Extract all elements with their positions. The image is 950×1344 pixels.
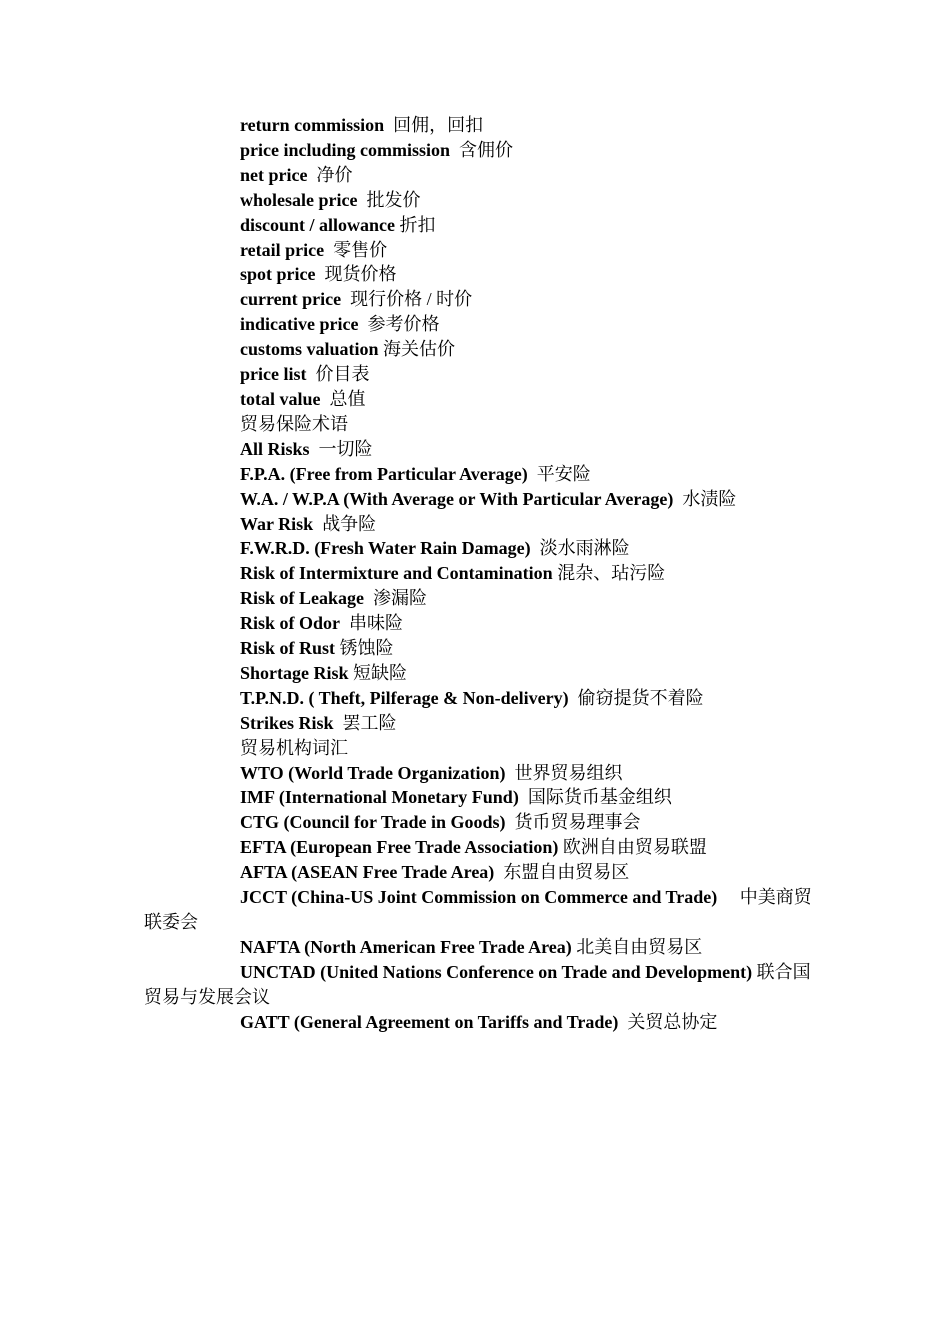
entry-translation: 批发价 bbox=[366, 189, 421, 210]
entry-translation: 净价 bbox=[316, 164, 353, 185]
entry-translation: 北美自由贸易区 bbox=[576, 936, 703, 957]
entry-translation: 零售价 bbox=[333, 239, 388, 260]
glossary-entry bbox=[144, 238, 814, 263]
glossary-entry bbox=[144, 636, 814, 661]
glossary-entry bbox=[144, 611, 814, 636]
glossary-entry bbox=[144, 785, 814, 810]
entry-term: EFTA (European Free Trade Association) bbox=[240, 837, 559, 858]
entry-translation: 关贸总协定 bbox=[627, 1011, 718, 1032]
entry-term: price including commission bbox=[240, 139, 451, 160]
section-heading-text: 贸易机构词汇 bbox=[240, 737, 348, 758]
glossary-entry bbox=[144, 163, 814, 188]
entry-translation: 货币贸易理事会 bbox=[514, 812, 641, 833]
glossary-entry bbox=[144, 761, 814, 786]
entry-term: NAFTA (North American Free Trade Area) bbox=[240, 936, 572, 957]
entry-translation: 混杂、玷污险 bbox=[557, 563, 666, 584]
entry-term: Risk of Intermixture and Contamination bbox=[240, 563, 553, 584]
entry-translation: 中美商贸联委会 bbox=[144, 887, 812, 932]
glossary-entry bbox=[144, 437, 814, 462]
glossary-entry bbox=[144, 860, 814, 885]
entry-term: discount / allowance bbox=[240, 214, 396, 235]
glossary-entry bbox=[144, 1010, 814, 1035]
entry-term: F.W.R.D. (Fresh Water Rain Damage) bbox=[240, 538, 531, 559]
entry-term: War Risk bbox=[240, 513, 314, 534]
glossary-entry bbox=[144, 835, 814, 860]
entry-translation: 回佣，回扣 bbox=[393, 115, 484, 135]
glossary-entry bbox=[144, 213, 814, 238]
entry-term: total value bbox=[240, 388, 321, 409]
entry-translation: 淡水雨淋险 bbox=[539, 538, 630, 559]
glossary-entry bbox=[144, 536, 814, 561]
entry-translation: 短缺险 bbox=[353, 662, 408, 683]
entry-term: UNCTAD (United Nations Conference on Trade and Development) bbox=[240, 961, 753, 982]
entry-term: spot price bbox=[240, 264, 316, 285]
section-heading-text: 贸易保险术语 bbox=[240, 413, 348, 434]
entry-term: GATT (General Agreement on Tariffs and Trade) bbox=[240, 1011, 619, 1032]
entry-translation: 海关估价 bbox=[383, 339, 456, 360]
entry-term: Risk of Leakage bbox=[240, 588, 365, 609]
entry-term: indicative price bbox=[240, 314, 359, 335]
entry-translation: 总值 bbox=[329, 388, 366, 409]
entry-term: JCCT (China-US Joint Commission on Commerce and Trade) bbox=[240, 887, 718, 908]
entry-term: net price bbox=[240, 164, 308, 185]
glossary-entry bbox=[144, 561, 814, 586]
entry-translation: 世界贸易组织 bbox=[514, 762, 623, 783]
entry-term: price list bbox=[240, 364, 307, 385]
glossary-entry bbox=[144, 287, 814, 312]
entry-term: W.A. / W.P.A (With Average or With Particular Average) bbox=[240, 488, 674, 509]
entry-term: AFTA (ASEAN Free Trade Area) bbox=[240, 862, 495, 883]
entry-term: Risk of Rust bbox=[240, 638, 336, 659]
section-heading bbox=[144, 736, 814, 761]
entry-translation: 串味险 bbox=[349, 613, 404, 634]
entry-translation: 锈蚀险 bbox=[339, 638, 394, 659]
entry-term: wholesale price bbox=[240, 189, 358, 210]
entry-translation: 参考价格 bbox=[367, 314, 440, 335]
glossary-entry bbox=[144, 188, 814, 213]
glossary-entry bbox=[144, 885, 814, 935]
entry-term: Shortage Risk bbox=[240, 662, 349, 683]
glossary-entry bbox=[144, 935, 814, 960]
glossary-entry bbox=[144, 387, 814, 412]
glossary-entry bbox=[144, 512, 814, 537]
entry-translation: 现行价格 / 时价 bbox=[350, 289, 473, 310]
entry-term: return commission bbox=[240, 115, 385, 135]
entry-translation: 战争险 bbox=[322, 513, 377, 534]
entry-term: CTG (Council for Trade in Goods) bbox=[240, 812, 506, 833]
glossary-entry bbox=[144, 113, 814, 138]
entry-term: WTO (World Trade Organization) bbox=[240, 762, 506, 783]
entry-translation: 欧洲自由贸易联盟 bbox=[562, 837, 707, 858]
glossary-entry bbox=[144, 810, 814, 835]
glossary-entry bbox=[144, 686, 814, 711]
glossary-entry bbox=[144, 960, 814, 1010]
glossary-entry bbox=[144, 711, 814, 736]
glossary-entry bbox=[144, 661, 814, 686]
entry-translation: 国际货币基金组织 bbox=[527, 787, 672, 808]
entry-term: retail price bbox=[240, 239, 325, 260]
entry-translation: 渗漏险 bbox=[373, 588, 428, 609]
entry-translation: 东盟自由贸易区 bbox=[503, 862, 630, 883]
entry-translation: 平安险 bbox=[536, 463, 591, 484]
entry-term: F.P.A. (Free from Particular Average) bbox=[240, 463, 528, 484]
entry-translation: 含佣价 bbox=[459, 139, 514, 160]
glossary-entry bbox=[144, 262, 814, 287]
glossary-entry bbox=[144, 487, 814, 512]
entry-term: IMF (International Monetary Fund) bbox=[240, 787, 519, 808]
entry-translation: 罢工险 bbox=[342, 712, 397, 733]
entry-translation: 现货价格 bbox=[324, 264, 397, 285]
glossary-list bbox=[144, 113, 814, 1035]
section-heading bbox=[144, 412, 814, 437]
glossary-entry bbox=[144, 362, 814, 387]
glossary-entry bbox=[144, 586, 814, 611]
entry-term: customs valuation bbox=[240, 339, 379, 360]
entry-term: Strikes Risk bbox=[240, 712, 334, 733]
entry-translation: 偷窃提货不着险 bbox=[577, 687, 704, 708]
entry-term: current price bbox=[240, 289, 342, 310]
entry-translation: 水渍险 bbox=[682, 488, 737, 509]
entry-term: All Risks bbox=[240, 438, 310, 459]
entry-term: T.P.N.D. ( Theft, Pilferage & Non-delivery) bbox=[240, 687, 569, 708]
entry-term: Risk of Odor bbox=[240, 613, 341, 634]
entry-translation: 价目表 bbox=[315, 364, 370, 385]
entry-translation: 联合国贸易与发展会议 bbox=[144, 961, 811, 1007]
glossary-entry bbox=[144, 312, 814, 337]
entry-translation: 一切险 bbox=[318, 438, 373, 459]
entry-translation: 折扣 bbox=[399, 214, 436, 235]
glossary-entry bbox=[144, 138, 814, 163]
glossary-entry bbox=[144, 462, 814, 487]
glossary-entry bbox=[144, 337, 814, 362]
